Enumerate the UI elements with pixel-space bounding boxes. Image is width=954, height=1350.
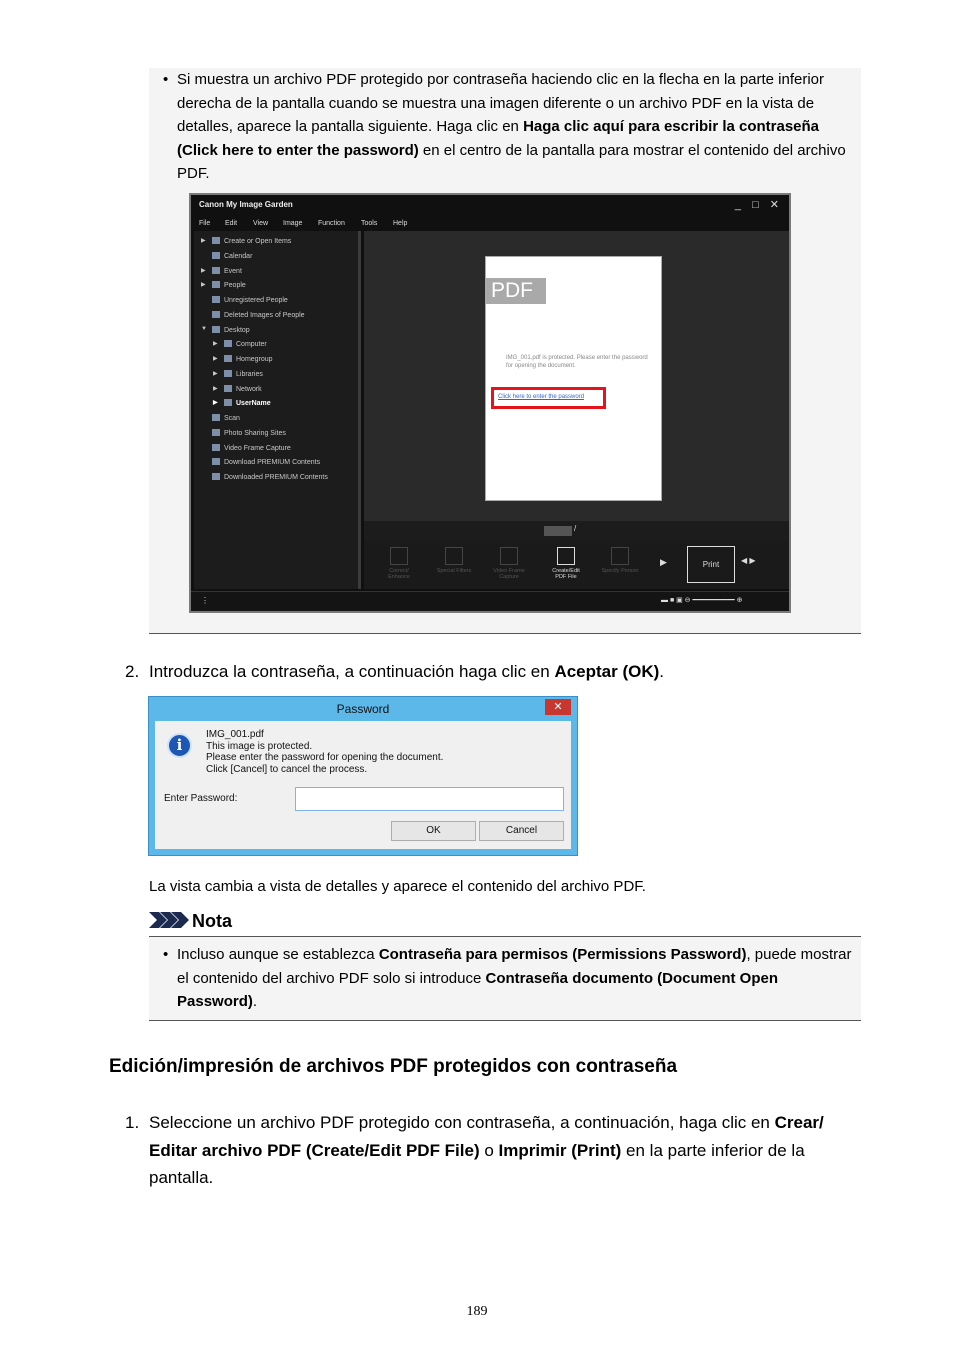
dialog-body xyxy=(155,721,571,849)
nota-text: Incluso aunque se establezca xyxy=(177,946,379,963)
page-number-box[interactable] xyxy=(544,526,572,536)
tree-label: Deleted Images of People xyxy=(224,312,305,319)
pdf-page xyxy=(485,256,662,501)
page-slider-bar xyxy=(364,521,789,541)
tree-item[interactable] xyxy=(201,326,250,334)
tree-label: Create or Open Items xyxy=(224,238,292,245)
person-icon xyxy=(212,311,220,318)
tool-label: Video Frame Capture xyxy=(493,568,525,580)
step-number: 1. xyxy=(125,1113,140,1132)
tree-item[interactable] xyxy=(212,444,291,452)
message-line: Please enter the password for opening the document. xyxy=(206,752,444,763)
calendar-icon xyxy=(212,252,220,259)
bullet-dot: • xyxy=(163,946,169,963)
note-text: en el centro de la pantalla para mostrar el contenido del archivo PDF. xyxy=(177,141,846,182)
menu-bar xyxy=(191,217,789,231)
close-icon[interactable]: ✕ xyxy=(545,699,571,715)
tree-label: Download PREMIUM Contents xyxy=(224,459,321,466)
tool-specify-person[interactable] xyxy=(600,547,640,574)
step-text-part: o xyxy=(479,1140,499,1160)
tree-item[interactable] xyxy=(212,429,286,437)
password-label: Enter Password: xyxy=(164,793,238,804)
tree-arrow-icon: ▶ xyxy=(201,282,206,288)
tool-label: Correct/ Enhance xyxy=(388,568,410,580)
tree-label: Desktop xyxy=(224,327,250,334)
step-text-part: Introduzca la contraseña, a continuación haga clic en xyxy=(149,662,555,681)
print-button[interactable]: Print xyxy=(687,546,735,583)
tree-item[interactable] xyxy=(201,237,292,245)
nota-title: Nota xyxy=(192,911,232,931)
computer-icon xyxy=(224,340,232,347)
tree-item[interactable] xyxy=(213,385,262,393)
zoom-controls[interactable]: ▬ ■ ▣ ⊖ ━━━━━━━━━━ ⊕ xyxy=(661,597,743,604)
pdf-label: PDF xyxy=(486,278,546,304)
chevron-right-icon[interactable]: ▶ xyxy=(660,557,667,567)
page-number: 189 xyxy=(466,1304,488,1319)
note-bullet xyxy=(163,68,853,186)
homegroup-icon xyxy=(224,355,232,362)
tree-label: Network xyxy=(236,386,262,393)
message-line: This image is protected. xyxy=(206,740,313,752)
window-title: Canon My Image Garden xyxy=(199,200,293,209)
tool-special-filters[interactable] xyxy=(434,547,474,574)
tool-label: Special Filters xyxy=(436,568,472,574)
nota-bold: Contraseña para permisos (Permissions Password) xyxy=(378,946,747,963)
step-text-part: en la parte inferior de la pantalla. xyxy=(149,1140,805,1187)
ok-button[interactable]: OK xyxy=(391,821,476,841)
event-icon xyxy=(212,267,220,274)
tree-arrow-icon: ▶ xyxy=(213,371,218,377)
menu-edit[interactable]: Edit xyxy=(225,220,238,227)
note-bold: Haga clic aquí para escribir la contraseña (Click here to enter the password) xyxy=(177,118,820,159)
page-separator: / xyxy=(574,524,577,533)
tree-label: Video Frame Capture xyxy=(224,445,291,452)
tree-item[interactable] xyxy=(201,281,246,289)
tree-item[interactable] xyxy=(212,458,320,466)
nota-box xyxy=(149,936,861,1021)
video-frame-icon xyxy=(212,444,220,451)
note-text: Si muestra un archivo PDF protegido por contraseña haciendo clic en la flecha en la parte inferior derecha de la pantalla cuando se muestra una imagen diferente o un archivo PDF en la vista de detalles, aparece la pantalla siguiente. Haga clic en xyxy=(177,71,825,135)
tree-item[interactable] xyxy=(212,473,328,481)
download-icon xyxy=(212,458,220,465)
tree-label: UserName xyxy=(236,400,271,407)
message-line: Click [Cancel] to cancel the process. xyxy=(206,763,368,775)
dialog-title: Password xyxy=(336,702,390,716)
menu-file[interactable]: File xyxy=(199,220,211,227)
tool-label: Create/Edit PDF File xyxy=(552,568,580,580)
menu-tools[interactable]: Tools xyxy=(361,220,378,227)
navigation-tree xyxy=(194,231,361,589)
video-icon xyxy=(500,547,518,565)
libraries-icon xyxy=(224,370,232,377)
tree-item[interactable] xyxy=(212,296,288,304)
tree-item[interactable] xyxy=(213,355,273,363)
tree-label: Homegroup xyxy=(236,356,273,363)
tree-arrow-icon: ▶ xyxy=(201,268,206,274)
tree-arrow-icon: ▼ xyxy=(201,326,207,332)
status-bar xyxy=(191,591,789,611)
tree-label: People xyxy=(224,282,246,289)
step-bold: Imprimir (Print) xyxy=(498,1140,622,1160)
tree-label: Event xyxy=(224,268,242,275)
tree-item[interactable] xyxy=(212,311,305,319)
info-icon: i xyxy=(167,733,192,758)
menu-image[interactable]: Image xyxy=(283,220,303,227)
network-icon xyxy=(224,385,232,392)
bullet-dot: • xyxy=(163,71,169,88)
menu-dots-icon[interactable]: ⋮ xyxy=(201,596,209,605)
user-folder-icon xyxy=(224,399,232,406)
enter-password-link[interactable]: Click here to enter the password xyxy=(491,387,606,409)
dialog-message xyxy=(206,729,443,775)
tree-label: Unregistered People xyxy=(224,297,288,304)
filters-icon xyxy=(445,547,463,565)
window-controls[interactable]: _ □ ✕ xyxy=(734,199,783,211)
step-text xyxy=(149,659,849,685)
view-change-text: La vista cambia a vista de detalles y aparece el contenido del archivo PDF. xyxy=(149,878,646,895)
nota-bullet xyxy=(163,943,853,1014)
tree-item[interactable] xyxy=(213,340,267,348)
password-input[interactable] xyxy=(295,787,564,811)
tree-item[interactable] xyxy=(213,370,263,378)
correct-icon xyxy=(390,547,408,565)
menu-help[interactable]: Help xyxy=(393,220,408,227)
step-bold: Crear/ Editar archivo PDF (Create/Edit PDF File) xyxy=(149,1113,824,1160)
folder-icon xyxy=(212,473,220,480)
tree-arrow-icon: ▶ xyxy=(213,341,218,347)
tree-arrow-icon: ▶ xyxy=(213,356,218,362)
tree-item[interactable] xyxy=(212,252,252,260)
bottom-toolbar xyxy=(364,541,789,589)
tree-arrow-icon: ▶ xyxy=(213,386,218,392)
tree-label: Computer xyxy=(236,341,267,348)
scan-icon xyxy=(212,414,220,421)
pdf-protected-message: IMG_001.pdf is protected. Please enter the password for opening the document. xyxy=(506,355,648,369)
note-arrows-icon xyxy=(149,912,189,928)
tree-label: Libraries xyxy=(236,371,263,378)
step-number: 2. xyxy=(125,662,140,681)
tree-label: Scan xyxy=(224,415,240,422)
tool-create-edit-pdf[interactable] xyxy=(546,547,586,580)
tree-arrow-icon: ▶ xyxy=(213,400,218,406)
tree-label: Photo Sharing Sites xyxy=(224,430,286,437)
nota-bold: Contraseña documento (Document Open Password) xyxy=(177,969,779,1010)
photo-sharing-icon xyxy=(212,429,220,436)
nota-text: , puede mostrar el contenido del archivo PDF solo si introduce xyxy=(177,946,852,987)
person-icon xyxy=(212,281,220,288)
step-text-part: Seleccione un archivo PDF protegido con contraseña, a continuación, haga clic en xyxy=(149,1113,775,1132)
menu-view[interactable]: View xyxy=(253,220,269,227)
desktop-icon xyxy=(212,326,220,333)
person-icon xyxy=(611,547,629,565)
step-text xyxy=(149,1109,865,1192)
tree-label: Calendar xyxy=(224,253,253,260)
tool-label: Specify Person xyxy=(601,568,639,574)
nav-arrows[interactable]: ◀ ▶ xyxy=(741,556,756,565)
tree-item[interactable] xyxy=(213,399,271,407)
menu-function[interactable]: Function xyxy=(318,220,345,227)
tree-item[interactable] xyxy=(201,267,242,275)
nota-text: . xyxy=(252,993,258,1010)
password-dialog xyxy=(148,696,578,856)
section-title: Edición/impresión de archivos PDF protegidos con contraseña xyxy=(109,1056,678,1077)
note-box xyxy=(149,68,861,634)
message-line: IMG_001.pdf xyxy=(206,729,264,740)
person-icon xyxy=(212,296,220,303)
step-text-part: . xyxy=(659,662,665,681)
pdf-icon xyxy=(557,547,575,565)
tree-label: Downloaded PREMIUM Contents xyxy=(224,474,328,481)
tree-item[interactable] xyxy=(212,414,240,422)
cancel-button[interactable]: Cancel xyxy=(479,821,564,841)
preview-area xyxy=(364,231,789,521)
tree-arrow-icon: ▶ xyxy=(201,238,206,244)
step-bold: Aceptar (OK) xyxy=(554,662,660,681)
tool-correct-enhance[interactable] xyxy=(379,547,419,580)
tool-video-frame-capture[interactable] xyxy=(489,547,529,580)
folder-icon xyxy=(212,237,220,244)
canon-screenshot xyxy=(189,193,791,613)
